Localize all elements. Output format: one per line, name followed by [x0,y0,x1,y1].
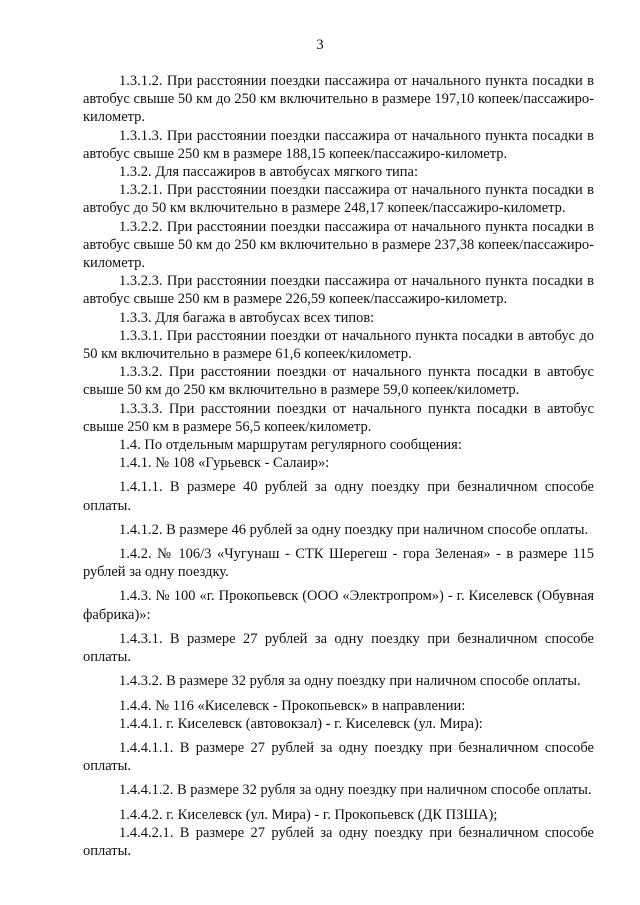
paragraph-1-3-3: 1.3.3. Для багажа в автобусах всех типов: [119,309,375,326]
paragraph-1-4-1-2: 1.4.1.2. В размере 46 рублей за одну поездку при наличном способе оплаты. [119,521,589,538]
paragraph-1-4-3: 1.4.3. № 100 «г. Прокопьевск (ООО «Электропром») - г. Киселевск (Обувная фабрика)»: [83,588,594,623]
paragraph-1-3-1-3: 1.3.1.3. При расстоянии поездки пассажира от начального пункта посадки в автобус свыше 250 км в размере 188,15 копеек/пассажиро-километр. [83,127,594,162]
paragraph-1-4-4-2: 1.4.4.2. г. Киселевск (ул. Мира) - г. Прокопьевск (ДК ПЗША); [119,806,498,823]
paragraph-1-4-4-1-1: 1.4.4.1.1. В размере 27 рублей за одну поездку при безналичном способе оплаты. [83,739,594,775]
paragraph-1-4-3-1: 1.4.3.1. В размере 27 рублей за одну поездку при безналичном способе оплаты. [83,630,594,666]
paragraph-1-3-3-3: 1.3.3.3. При расстоянии поездки от начального пункта посадки в автобус свыше 250 км в размере 56,5 копеек/километр. [83,400,594,435]
paragraph-1-3-2-1: 1.3.2.1. При расстоянии поездки пассажира от начального пункта посадки в автобус до 50 км включительно в размере 248,17 копеек/пассажиро-километр. [83,182,594,217]
paragraph-1-3-3-2: 1.3.3.2. При расстоянии поездки от начального пункта посадки в автобус свыше 50 км до 250 км включительно в размере 59,0 копеек/километр. [83,364,594,399]
paragraph-1-4-1-1: 1.4.1.1. В размере 40 рублей за одну поездку при безналичном способе оплаты. [83,479,594,514]
page-number: 3 [316,37,324,53]
paragraph-1-3-2-2: 1.3.2.2. При расстоянии поездки пассажира от начального пункта посадки в автобус свыше 50 км до 250 км включительно в размере 237,38 копеек/пассажиро-километр. [83,218,594,272]
paragraph-1-4-2: 1.4.2. № 106/3 «Чугунаш - СТК Шерегеш - гора Зеленая» - в размере 115 рублей за одну поездку. [83,546,594,581]
paragraph-1-3-2: 1.3.2. Для пассажиров в автобусах мягкого типа: [119,164,419,181]
paragraph-1-4-3-2: 1.4.3.2. В размере 32 рубля за одну поездку при наличном способе оплаты. [119,673,581,690]
paragraph-1-3-3-1: 1.3.3.1. При расстоянии поездки от начального пункта посадки в автобус до 50 км включительно в размере 61,6 копеек/километр. [83,327,594,363]
document-body [83,72,594,860]
paragraph-1-4-4-1: 1.4.4.1. г. Киселевск (автовокзал) - г. Киселевск (ул. Мира): [119,715,483,732]
paragraph-1-4: 1.4. По отдельным маршрутам регулярного сообщения: [119,437,462,454]
paragraph-1-4-4-1-2: 1.4.4.1.2. В размере 32 рубля за одну поездку при наличном способе оплаты. [119,782,592,799]
paragraph-1-3-2-3: 1.3.2.3. При расстоянии поездки пассажира от начального пункта посадки в автобус свыше 250 км в размере 226,59 копеек/пассажиро-километр. [83,273,594,308]
paragraph-1-3-1-2: 1.3.1.2. При расстоянии поездки пассажира от начального пункта посадки в автобус свыше 50 км до 250 км включительно в размере 197,10 копеек/пассажиро-километр. [83,73,594,126]
paragraph-1-4-1: 1.4.1. № 108 «Гурьевск - Салаир»: [119,455,330,472]
paragraph-1-4-4: 1.4.4. № 116 «Киселевск - Прокопьевск» в направлении: [119,697,466,714]
paragraph-1-4-4-2-1: 1.4.4.2.1. В размере 27 рублей за одну поездку при безналичном способе оплаты. [83,824,594,859]
